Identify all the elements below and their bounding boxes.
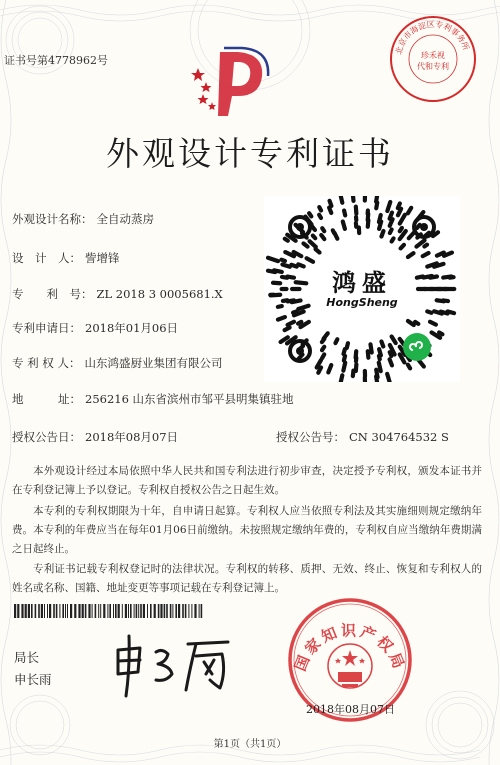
barcode-bar xyxy=(166,604,168,618)
barcode-bar xyxy=(118,604,120,618)
qr-module xyxy=(408,253,414,257)
qr-module xyxy=(408,365,410,369)
qr-module xyxy=(390,213,392,219)
qr-module xyxy=(400,228,402,231)
qr-module xyxy=(439,332,442,334)
certificate-number: 证书号第4778962号 xyxy=(4,54,108,67)
field-value: CN 304764532 S xyxy=(349,430,449,444)
director-name: 申长雨 xyxy=(14,672,52,687)
qr-module xyxy=(401,245,404,249)
qr-module xyxy=(424,245,427,247)
barcode-bar xyxy=(107,604,108,618)
qr-module xyxy=(379,215,381,222)
qr-module xyxy=(319,207,321,210)
qr-module xyxy=(281,260,284,261)
field-filing-date xyxy=(12,320,178,336)
qr-module xyxy=(293,311,297,312)
qr-module xyxy=(322,354,324,358)
barcode-bar xyxy=(115,604,117,618)
qr-module xyxy=(448,311,454,313)
qr-module xyxy=(415,322,418,324)
qr-module xyxy=(335,339,337,343)
qr-module xyxy=(353,196,354,201)
barcode-bar xyxy=(47,604,48,618)
agency-stamp-center-top: 珍禾视 xyxy=(421,51,445,60)
field-label: 授权公告日： xyxy=(12,430,81,444)
barcode-bar xyxy=(158,604,160,618)
barcode-bar xyxy=(122,604,123,618)
qr-module xyxy=(408,208,411,214)
qr-module xyxy=(344,356,345,361)
barcode-bar xyxy=(201,604,203,618)
qr-module xyxy=(298,322,301,324)
field-value: 2018年01月06日 xyxy=(85,321,179,335)
barcode-bar xyxy=(194,604,196,618)
field-design-name xyxy=(12,211,154,227)
qr-module xyxy=(329,208,331,213)
field-value: 2018年08月07日 xyxy=(85,430,179,444)
qr-module xyxy=(398,203,400,208)
barcode-bar xyxy=(74,604,76,618)
field-grant-pub-date xyxy=(12,429,178,445)
qr-module xyxy=(430,322,436,325)
barcode-bar xyxy=(199,604,200,618)
barcode-bar xyxy=(100,604,101,618)
qr-module xyxy=(278,317,285,320)
qr-module xyxy=(417,225,420,228)
field-label: 地 址： xyxy=(12,392,81,406)
barcode-bar xyxy=(78,604,80,618)
qr-module xyxy=(288,322,294,325)
barcode-bar xyxy=(147,604,148,618)
barcode-bar xyxy=(140,604,142,618)
qr-module xyxy=(381,231,383,236)
qr-module xyxy=(310,241,316,247)
field-label: 专 利 权 人： xyxy=(12,356,81,370)
field-value: ZL 2018 3 0005681.X xyxy=(96,287,223,301)
barcode-bar xyxy=(28,604,30,618)
qr-module xyxy=(343,363,345,371)
agency-stamp-ring-text: 北京市海淀区专利事务所 xyxy=(394,19,471,56)
barcode-bar xyxy=(35,604,37,618)
barcode-bar xyxy=(31,604,33,618)
barcode-bar xyxy=(56,604,58,618)
barcode-bar xyxy=(38,604,40,618)
qr-module xyxy=(408,321,414,325)
field-address xyxy=(12,391,294,407)
svg-text:北京市海淀区专利事务所 xyxy=(393,19,471,56)
qr-module xyxy=(390,352,392,356)
barcode-bar xyxy=(125,604,127,618)
qr-module xyxy=(356,364,357,371)
barcode-bar xyxy=(178,604,180,618)
barcode-bar xyxy=(98,604,99,618)
barcode-bar xyxy=(182,604,184,618)
qr-code[interactable] xyxy=(264,196,460,382)
barcode-bar xyxy=(130,604,132,618)
barcode-bar xyxy=(41,604,43,618)
barcode-bar xyxy=(103,604,105,618)
field-label: 专利申请日： xyxy=(12,321,81,335)
field-designer xyxy=(12,250,120,266)
field-label: 设 计 人： xyxy=(12,251,81,265)
qr-module xyxy=(353,371,354,377)
body-paragraph-1: 本外观设计经过本局依照中华人民共和国专利法进行初步审查，决定授予专利权，颁发本证书并在专利登记簿上予以登记。专利权自授权公告之日起生效。 xyxy=(12,465,482,496)
qr-module xyxy=(392,337,396,344)
barcode-bar xyxy=(59,604,60,618)
barcode-bar xyxy=(82,604,84,618)
body-paragraph-2: 本专利的专利权期限为十年，自申请日起算。专利权人应当依照专利法及其实施细则规定缴纳年费。本专利的年费应当在每年01月06日前缴纳。未按照规定缴纳年费的，专利权自应当缴纳年费期满之日起终止。 xyxy=(12,505,482,555)
svg-text:国家知识产权局 xyxy=(291,621,409,673)
barcode-bar xyxy=(44,604,45,618)
field-patent-no xyxy=(12,286,223,302)
qr-finder-eye-center xyxy=(296,223,304,231)
barcode-bar xyxy=(138,604,139,618)
qr-module xyxy=(319,215,321,218)
barcode-bar xyxy=(128,604,129,618)
field-label: 外观设计名称： xyxy=(12,212,93,226)
qr-module xyxy=(390,359,392,365)
barcode-bar xyxy=(85,604,87,618)
field-value: 全自动蒸房 xyxy=(96,212,154,226)
field-value: 256216 山东省滨州市邹平县明集镇驻地 xyxy=(85,392,294,406)
barcode-bar xyxy=(185,604,187,618)
qr-module xyxy=(390,229,392,233)
qr-module xyxy=(307,258,313,262)
qr-module xyxy=(376,196,377,202)
qr-module xyxy=(444,253,452,256)
director-title: 局长 xyxy=(14,650,40,665)
qr-module xyxy=(356,207,357,214)
qr-module xyxy=(344,211,345,216)
qr-module xyxy=(330,201,332,206)
qr-finder-eye-center xyxy=(296,347,304,355)
wechat-miniprogram-icon xyxy=(402,332,432,362)
qr-module xyxy=(368,351,369,357)
qr-module xyxy=(379,356,380,359)
barcode-bar xyxy=(172,604,173,618)
qr-module xyxy=(423,253,429,256)
qr-module xyxy=(285,239,288,241)
barcode-bar xyxy=(154,604,156,618)
barcode-bar xyxy=(150,604,152,618)
barcode xyxy=(14,604,204,618)
field-value: 山东鸿盛厨业集团有限公司 xyxy=(84,356,223,370)
qr-brand-en: HongSheng xyxy=(326,296,398,309)
barcode-bar xyxy=(17,604,19,618)
qr-module xyxy=(322,228,324,231)
field-label: 授权公告号： xyxy=(276,430,345,444)
qr-module xyxy=(333,230,334,233)
director-signature xyxy=(110,628,240,700)
barcode-bar xyxy=(14,604,16,618)
qr-module xyxy=(387,202,390,211)
qr-module xyxy=(400,215,405,224)
qr-module xyxy=(347,343,348,348)
qr-module xyxy=(285,327,290,330)
barcode-bar xyxy=(113,604,114,618)
body-paragraph-3: 专利证书记载专利权登记时的法律状况。专利权的转移、质押、无效、终止、恢复和专利权人的姓名或名称、国籍、地址变更等事项记载在专利登记簿上。 xyxy=(12,563,482,594)
patent-office-logo xyxy=(190,46,274,118)
agency-stamp xyxy=(388,14,478,104)
field-patentee xyxy=(12,355,222,371)
qr-module xyxy=(303,243,307,246)
qr-module xyxy=(392,238,394,241)
qr-module xyxy=(316,249,320,252)
barcode-bar xyxy=(143,604,145,618)
qr-module xyxy=(427,311,431,312)
field-value: 訾增锋 xyxy=(85,251,120,265)
barcode-bar xyxy=(62,604,64,618)
qr-module xyxy=(379,363,381,372)
qr-module xyxy=(322,347,324,350)
qr-module xyxy=(309,213,311,216)
qr-module xyxy=(343,349,344,354)
barcode-bar xyxy=(170,604,172,618)
qr-module xyxy=(322,339,324,342)
barcode-bar xyxy=(109,604,111,618)
barcode-bar xyxy=(88,604,90,618)
barcode-bar xyxy=(95,604,97,618)
field-grant-pub-no xyxy=(276,429,449,445)
qr-module xyxy=(376,376,377,382)
qr-module xyxy=(268,258,278,261)
qr-finder-eye-center xyxy=(420,223,428,231)
barcode-bar xyxy=(53,604,55,618)
qr-module xyxy=(387,374,390,382)
barcode-bar xyxy=(164,604,166,618)
qr-module xyxy=(341,375,343,382)
barcode-bar xyxy=(49,604,51,618)
barcode-bar xyxy=(136,604,138,618)
qr-module xyxy=(341,196,342,203)
qr-module xyxy=(328,365,331,372)
qr-module xyxy=(370,344,371,352)
barcode-bar xyxy=(134,604,135,618)
barcode-bar xyxy=(25,604,27,618)
qr-module xyxy=(381,342,383,347)
seal-date: 2018年08月07日 xyxy=(306,703,395,716)
barcode-bar xyxy=(191,604,192,618)
qr-module xyxy=(321,235,324,239)
barcode-bar xyxy=(65,604,66,618)
qr-module xyxy=(409,232,415,238)
page-number: 第1页（共1页） xyxy=(213,739,287,750)
qr-module xyxy=(318,367,321,372)
qr-module xyxy=(313,236,315,239)
barcode-bar xyxy=(21,604,23,618)
barcode-bar xyxy=(188,604,189,618)
field-label: 专 利 号： xyxy=(12,287,93,301)
barcode-bar xyxy=(70,604,72,618)
qr-module xyxy=(343,221,345,228)
barcode-bar xyxy=(92,604,93,618)
qr-brand-cn: 鸿盛 xyxy=(332,268,392,297)
barcode-bar xyxy=(67,604,68,618)
barcode-bar xyxy=(175,604,177,618)
barcode-bar xyxy=(160,604,162,618)
official-seal-text: 国家知识产权局 xyxy=(291,621,409,674)
agency-stamp-center-mid: 代和专利 xyxy=(417,62,449,71)
certificate-title: 外观设计专利证书 xyxy=(106,134,394,173)
